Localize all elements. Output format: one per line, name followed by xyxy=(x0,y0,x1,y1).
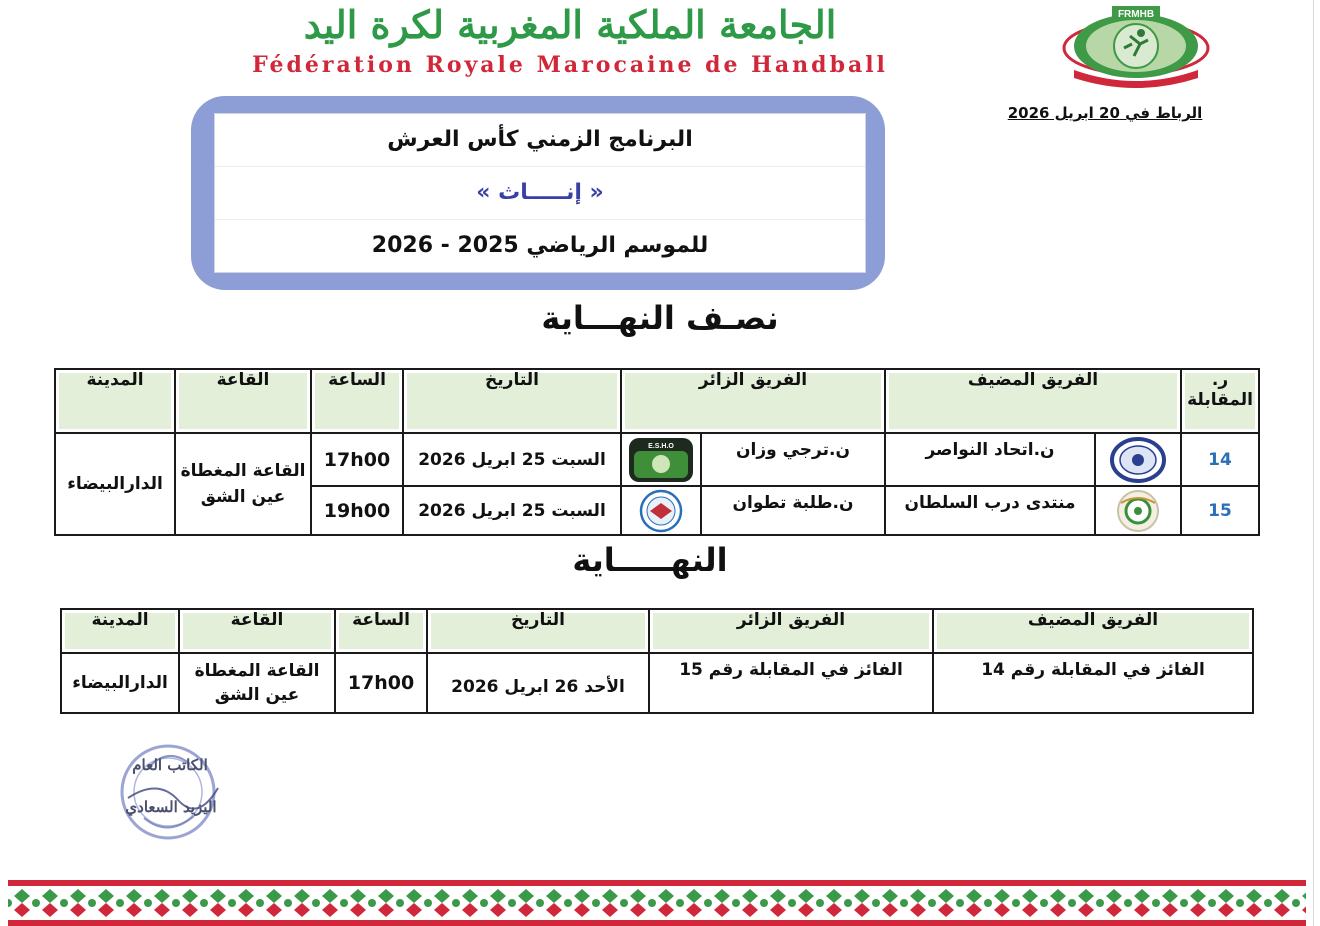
header-away-team: الفريق الزائر xyxy=(621,369,885,433)
venue xyxy=(175,433,311,535)
home-team-badge-icon xyxy=(1109,437,1167,483)
official-stamp xyxy=(108,738,228,846)
federation-name-french: Fédération Royale Marocaine de Handball xyxy=(252,52,888,78)
program-season: للموسم الرياضي 2025 - 2026 xyxy=(371,233,709,258)
away-team: الفائز في المقابلة رقم 15 xyxy=(649,653,933,713)
table-row xyxy=(61,653,1253,713)
match-number: 15 xyxy=(1181,486,1259,535)
venue-line-2: عين الشق xyxy=(200,487,286,507)
match-date: الأحد 26 ابريل 2026 xyxy=(427,653,649,713)
decorative-border-strip xyxy=(8,880,1306,926)
final-title: النهـــــاية xyxy=(572,541,728,579)
match-date: السبت 25 ابريل 2026 xyxy=(403,433,621,486)
program-title: البرنامج الزمني كأس العرش xyxy=(215,114,865,167)
final-header-row xyxy=(61,609,1253,653)
match-number: 14 xyxy=(1181,433,1259,486)
header-city: المدينة xyxy=(55,369,175,433)
away-team: ن.ترجي وزان xyxy=(701,433,885,486)
home-team: منتدى درب السلطان xyxy=(885,486,1095,535)
date-line: الرباط في 20 ابريل 2026 xyxy=(1007,104,1203,122)
semi-final-table xyxy=(54,368,1260,536)
program-category: « إنـــــاث » xyxy=(215,167,865,220)
match-time: 17h00 xyxy=(311,433,403,486)
semi-final-header-row xyxy=(55,369,1259,433)
match-time: 17h00 xyxy=(335,653,427,713)
program-box xyxy=(214,113,866,273)
page-edge xyxy=(1313,0,1314,926)
header-date: التاريخ xyxy=(427,609,649,653)
away-team: ن.طلبة تطوان xyxy=(701,486,885,535)
federation-logo xyxy=(1048,0,1228,92)
away-team-badge-text: E.S.H.O xyxy=(648,442,674,450)
header-match-number: ر. المقابلة xyxy=(1181,369,1259,433)
venue-line-2: عين الشق xyxy=(214,685,300,705)
away-team-badge-icon xyxy=(628,437,694,483)
header-city: المدينة xyxy=(61,609,179,653)
venue xyxy=(179,653,335,713)
table-row xyxy=(55,433,1259,486)
home-team: ن.اتحاد النواصر xyxy=(885,433,1095,486)
header-home-team: الفريق المضيف xyxy=(885,369,1181,433)
final-table xyxy=(60,608,1254,714)
city: الدارالبيضاء xyxy=(55,433,175,535)
header-venue: القاعة xyxy=(179,609,335,653)
city: الدارالبيضاء xyxy=(61,653,179,713)
home-team-logo-cell xyxy=(1095,433,1181,486)
away-team-badge-icon xyxy=(636,489,686,533)
away-team-logo-cell xyxy=(621,486,701,535)
semi-final-title: نصـف النهـــاية xyxy=(541,299,779,337)
venue-line-1: القاعة المغطاة xyxy=(194,661,320,681)
header-venue: القاعة xyxy=(175,369,311,433)
home-team-logo-cell xyxy=(1095,486,1181,535)
header-time: الساعة xyxy=(335,609,427,653)
home-team-badge-icon xyxy=(1113,489,1163,533)
signature-name: اليزيد السعادي xyxy=(125,798,217,816)
match-time: 19h00 xyxy=(311,486,403,535)
header-away-team: الفريق الزائر xyxy=(649,609,933,653)
header-home-team: الفريق المضيف xyxy=(933,609,1253,653)
venue-line-1: القاعة المغطاة xyxy=(180,461,306,481)
away-team-logo-cell xyxy=(621,433,701,486)
federation-name-arabic: الجامعة الملكية المغربية لكرة اليد xyxy=(303,2,837,47)
header-time: الساعة xyxy=(311,369,403,433)
header-date: التاريخ xyxy=(403,369,621,433)
home-team: الفائز في المقابلة رقم 14 xyxy=(933,653,1253,713)
signature-title: الكاتب العام xyxy=(132,756,208,774)
match-date: السبت 25 ابريل 2026 xyxy=(403,486,621,535)
logo-text: FRMHB xyxy=(1117,9,1155,20)
